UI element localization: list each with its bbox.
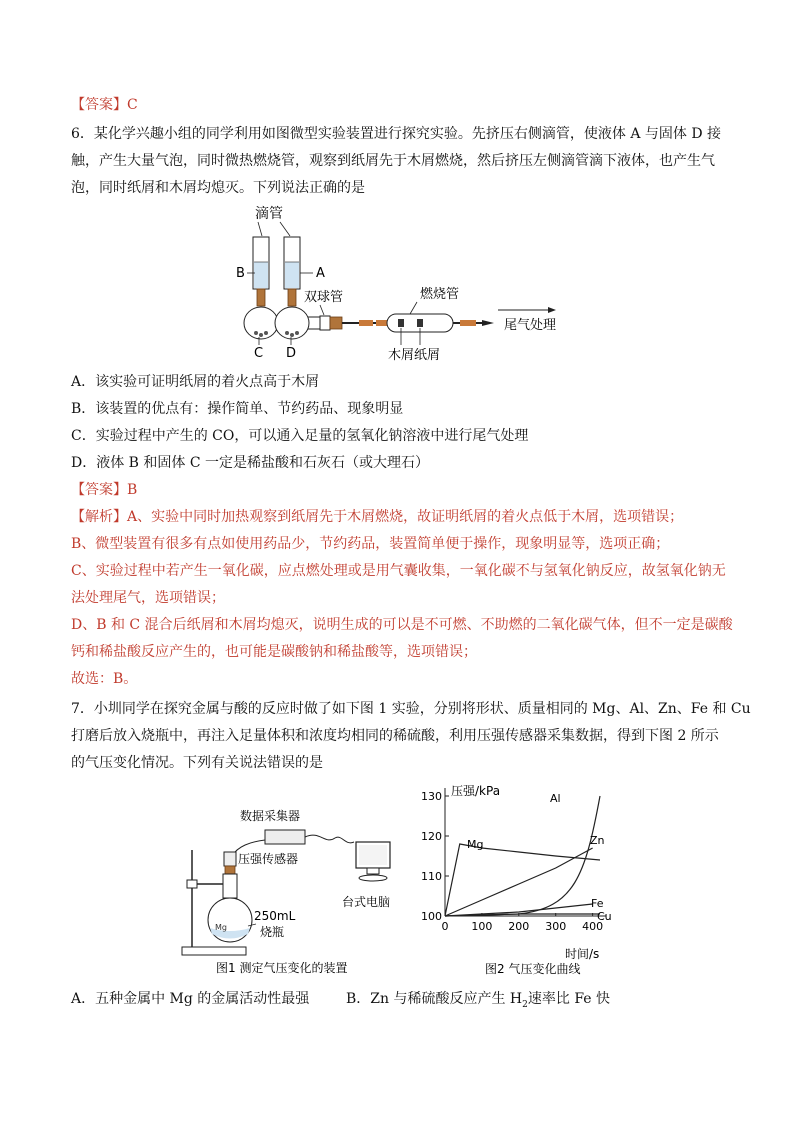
label-bulb-tube: 双球管 bbox=[304, 290, 344, 305]
chart-lines bbox=[445, 792, 612, 923]
q6-analysis-6: 钙和稀盐酸反应产生的，也可能是碳酸钠和稀盐酸等，选项错误； bbox=[71, 644, 477, 660]
label-sensor: 压强传感器 bbox=[238, 852, 299, 866]
x-tick-label: 100 bbox=[471, 920, 493, 933]
fig1-caption: 图1 测定气压变化的装置 bbox=[216, 961, 348, 975]
chart-xlabel: 时间/s bbox=[565, 947, 600, 961]
label-computer: 台式电脑 bbox=[342, 895, 391, 909]
q7-fig1-apparatus bbox=[170, 800, 410, 980]
q7-option-a: A．五种金属中 Mg 的金属活动性最强 bbox=[71, 991, 310, 1007]
label-burn-tube: 燃烧管 bbox=[420, 287, 460, 302]
series-label-al: Al bbox=[550, 792, 561, 805]
q7-line-2: 打磨后放入烧瓶中，再注入足量体积和浓度均相同的稀硫酸，利用压强传感器采集数据，得到下图 2 所示 bbox=[71, 728, 719, 744]
label-C: C bbox=[254, 346, 264, 361]
q6-line-2: 触，产生大量气泡，同时微热燃烧管，观察到纸屑先于木屑燃烧，然后挤压左侧滴管滴下液体，也产生气 bbox=[71, 153, 715, 169]
q7-option-b bbox=[346, 990, 610, 1014]
q6-conclusion: 故选：B。 bbox=[71, 671, 138, 687]
q6-option-d: D．液体 B 和固体 C 一定是稀盐酸和石灰石（或大理石） bbox=[71, 455, 430, 471]
series-label-cu: Cu bbox=[597, 910, 612, 923]
q6-analysis-2: B、微型装置有很多有点如使用药品少，节约药品，装置简单便于操作，现象明显等，选项正确； bbox=[71, 536, 670, 552]
q6-analysis-4: 法处理尾气，选项错误； bbox=[71, 590, 225, 606]
series-label-zn: Zn bbox=[590, 834, 605, 847]
q7-option-b-sub: 2 bbox=[522, 999, 528, 1010]
label-dropper: 滴管 bbox=[255, 206, 283, 222]
svg-text:Mg: Mg bbox=[215, 923, 227, 932]
q6-apparatus-figure bbox=[222, 202, 602, 367]
q6-answer bbox=[71, 481, 137, 499]
y-tick-label: 120 bbox=[421, 830, 442, 843]
q6-option-b: B．该装置的优点有：操作简单、节约药品、现象明显 bbox=[71, 401, 404, 417]
answer-prev bbox=[71, 96, 138, 114]
q6-option-a: A．该实验可证明纸屑的着火点高于木屑 bbox=[71, 374, 320, 390]
series-label-mg: Mg bbox=[467, 838, 484, 851]
x-tick-label: 200 bbox=[508, 920, 530, 933]
q7-fig2-chart bbox=[415, 782, 615, 977]
label-exhaust: 尾气处理 bbox=[504, 318, 557, 333]
label-volume: 250mL bbox=[254, 909, 296, 923]
q6-analysis-3: C、实验过程中若产生一氧化碳，应点燃处理或是用气囊收集，一氧化碳不与氢氧化钠反应，故氢氧化钠无 bbox=[71, 563, 726, 579]
answer-label: 【答案】 bbox=[71, 482, 127, 498]
answer-value: B bbox=[127, 482, 138, 498]
label-flask: 烧瓶 bbox=[260, 925, 285, 939]
series-label-fe: Fe bbox=[591, 897, 604, 910]
q7-option-b-pre: B．Zn 与稀硫酸反应产生 H bbox=[346, 991, 523, 1007]
q6-line-3: 泡，同时纸屑和木屑均熄灭。下列说法正确的是 bbox=[71, 180, 365, 196]
label-B: B bbox=[236, 266, 245, 281]
y-tick-label: 110 bbox=[421, 870, 442, 883]
answer-label: 【答案】 bbox=[71, 97, 127, 113]
label-collector: 数据采集器 bbox=[240, 809, 301, 823]
q7-line-3: 的气压变化情况。下列有关说法错误的是 bbox=[71, 755, 323, 771]
x-tick-label: 400 bbox=[582, 920, 604, 933]
q7-option-b-post: 速率比 Fe 快 bbox=[527, 991, 611, 1007]
x-tick-label: 0 bbox=[441, 920, 449, 933]
x-tick-label: 300 bbox=[545, 920, 567, 933]
chart-caption: 图2 气压变化曲线 bbox=[485, 962, 581, 976]
y-tick-label: 130 bbox=[421, 790, 442, 803]
q6-analysis-5: D、B 和 C 混合后纸屑和木屑均熄灭，说明生成的可以是不可燃、不助燃的二氧化碳气体，但不一定是碳酸 bbox=[71, 617, 733, 633]
q6-line-1: 6．某化学兴趣小组的同学利用如图微型实验装置进行探究实验。先挤压右侧滴管，使液体 A 与固体 D 接 bbox=[71, 126, 722, 142]
label-A: A bbox=[316, 266, 325, 281]
label-chips: 木屑纸屑 bbox=[388, 348, 441, 363]
q7-line-1: 7．小圳同学在探究金属与酸的反应时做了如下图 1 实验，分别将形状、质量相同的 Mg、Al、Zn、Fe 和 Cu bbox=[71, 701, 751, 717]
label-D: D bbox=[286, 346, 297, 361]
q6-option-c: C．实验过程中产生的 CO，可以通入足量的氢氧化钠溶液中进行尾气处理 bbox=[71, 428, 529, 444]
chart-ylabel: 压强/kPa bbox=[451, 784, 501, 798]
answer-value: C bbox=[127, 97, 138, 113]
q6-analysis-1: 【解析】A、实验中同时加热观察到纸屑先于木屑燃烧，故证明纸屑的着火点低于木屑，选项错误； bbox=[71, 509, 684, 525]
y-tick-label: 100 bbox=[421, 910, 442, 923]
chart-axes bbox=[421, 788, 606, 933]
